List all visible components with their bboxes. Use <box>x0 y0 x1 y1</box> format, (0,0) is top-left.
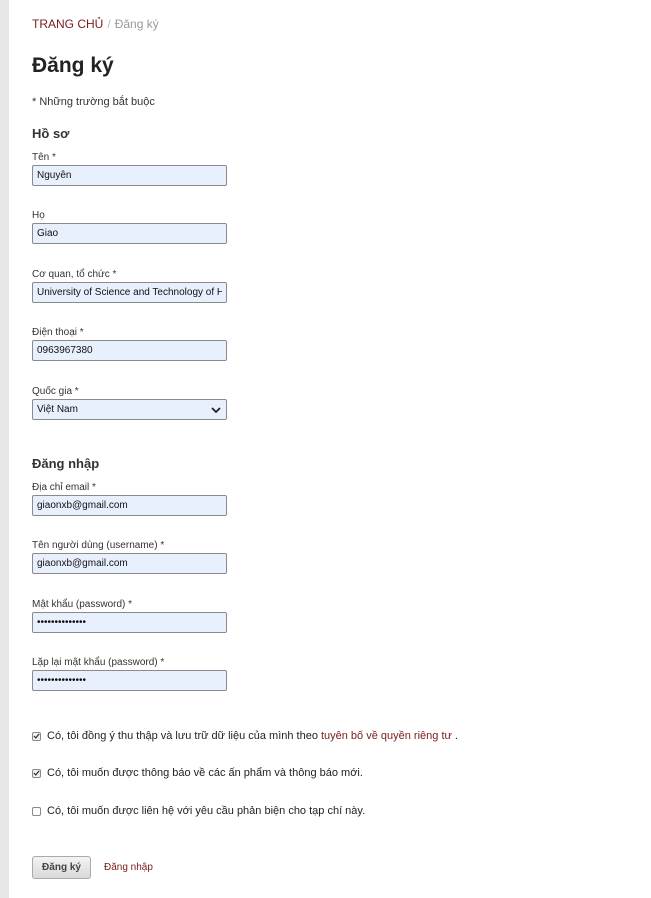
checkmark-icon <box>33 732 40 740</box>
login-section-title: Đăng nhập <box>32 456 100 471</box>
notifications-consent-text: Có, tôi muốn được thông báo về các ấn phẩm và thông báo mới. <box>47 767 363 779</box>
affiliation-input[interactable] <box>32 282 227 303</box>
chevron-down-icon <box>210 404 222 416</box>
first-name-input[interactable] <box>32 165 227 186</box>
reviewer-consent-row <box>32 805 365 817</box>
notifications-consent-checkbox[interactable] <box>32 769 41 778</box>
password-input[interactable] <box>32 612 227 633</box>
phone-input[interactable] <box>32 340 227 361</box>
phone-label: Điện thoại * <box>32 327 84 338</box>
password-label: Mật khẩu (password) * <box>32 599 133 610</box>
password-repeat-input[interactable] <box>32 670 227 691</box>
privacy-statement-link[interactable]: tuyên bố về quyền riêng tư <box>320 730 452 742</box>
email-label: Địa chỉ email * <box>32 482 96 493</box>
country-select[interactable] <box>32 399 227 420</box>
affiliation-label: Cơ quan, tổ chức * <box>32 269 117 280</box>
page-title: Đăng ký <box>32 54 114 77</box>
breadcrumb-separator: / <box>107 17 111 31</box>
notifications-consent-row <box>32 767 363 779</box>
register-button[interactable]: Đăng ký <box>32 856 91 879</box>
privacy-consent-checkbox[interactable] <box>32 732 41 741</box>
required-fields-note: * Những trường bắt buộc <box>32 96 155 108</box>
privacy-consent-row <box>32 730 458 742</box>
login-link[interactable]: Đăng nhập <box>104 862 153 873</box>
password-repeat-label: Lặp lại mật khẩu (password) * <box>32 657 165 668</box>
username-label: Tên người dùng (username) * <box>32 540 165 551</box>
country-label: Quốc gia * <box>32 386 79 397</box>
username-input[interactable] <box>32 553 227 574</box>
last-name-label: Họ <box>32 210 45 221</box>
reviewer-consent-text: Có, tôi muốn được liên hệ với yêu cầu phản biện cho tạp chí này. <box>47 805 366 817</box>
country-selected-value: Việt Nam <box>37 404 78 415</box>
last-name-input[interactable] <box>32 223 227 244</box>
left-edge-bar <box>0 0 9 898</box>
reviewer-consent-checkbox[interactable] <box>32 807 41 816</box>
privacy-consent-period: . <box>454 730 458 742</box>
breadcrumb-current: Đăng ký <box>114 17 159 31</box>
checkmark-icon <box>33 769 40 777</box>
profile-section-title: Hồ sơ <box>32 126 70 141</box>
breadcrumb <box>32 17 159 31</box>
email-input[interactable] <box>32 495 227 516</box>
breadcrumb-home-link[interactable]: TRANG CHỦ <box>32 17 104 31</box>
first-name-label: Tên * <box>32 152 56 163</box>
privacy-consent-text: Có, tôi đồng ý thu thập và lưu trữ dữ liệu của mình theo <box>47 730 318 742</box>
